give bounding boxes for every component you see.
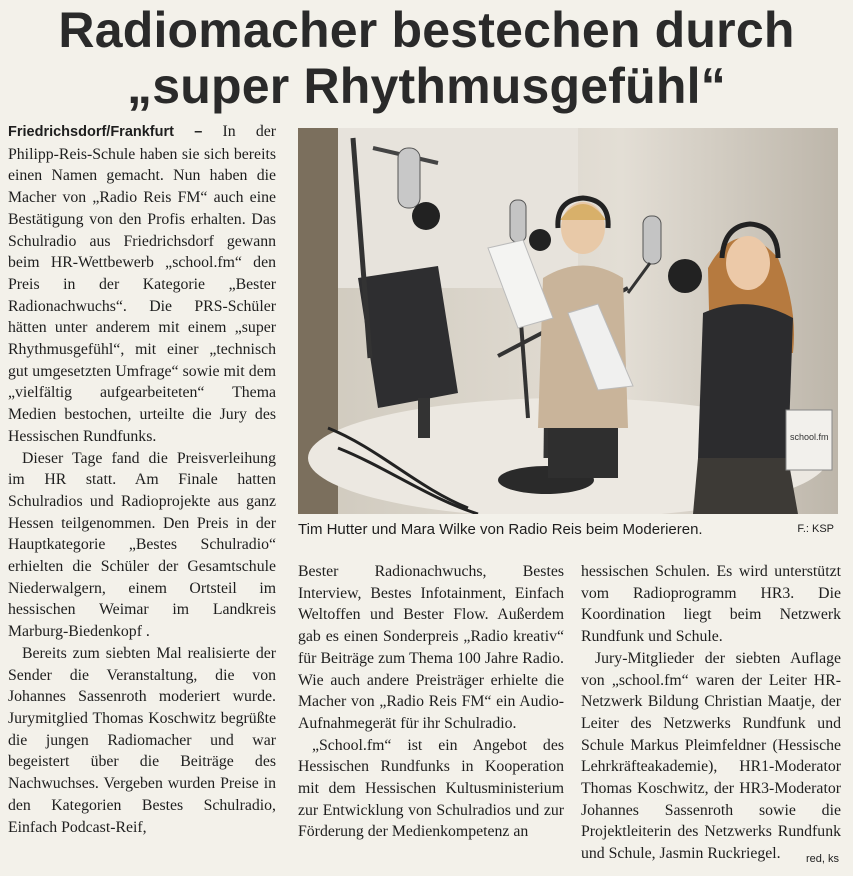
paragraph-intro: [8, 121, 276, 448]
article-photo: [298, 128, 838, 514]
paragraph: Bester Radionachwuchs, Bestes Interview, Bestes Infotainment, Einfach Weltoffen und Bester Flow. Außerdem gab es einen Sonderpreis „Radio kreativ“ für Beiträge zum Thema 100 Jahre Radio. Wie auch andere Preisträger erhielte die Macher von „Radio Reis FM“ ein Audio-Aufnahmegerät für ihr Schulradio.: [298, 563, 564, 732]
caption-text: Tim Hutter und Mara Wilke von Radio Reis beim Moderieren.: [298, 521, 703, 538]
dateline: Friedrichsdorf/Frankfurt –: [8, 124, 203, 140]
article-column-2: [298, 561, 564, 843]
headline-line-2: „super Rhythmusgefühl“: [127, 58, 726, 114]
photo-caption: [298, 521, 838, 538]
paragraph: Bereits zum siebten Mal realisierte der Sender die Veranstaltung, die von Johannes Sassenroth moderiert wurde. Jurymitglied Thomas Koschwitz begrüßte die jungen Radiomacher und war begeistert über die Beiträge des Nachwuchses. Vergeben wurden Preise in den Kategorien Bestes Schulradio, Einfach Podcast-Reif,: [8, 644, 276, 836]
author-signature: red, ks: [805, 853, 839, 865]
studio-photo-illustration: [298, 128, 838, 514]
paragraph: Dieser Tage fand die Preisverleihung im HR statt. Am Finale hatten Schulradios und Radioprojekte aus ganz Hessen teilgenommen. Den Preis in der Hauptkategorie „Bestes Schulradio“ erhielten die Schüler der Gesamtschule Niederwalgern, einem Ortsteil im hessischen Weimar im Landkreis Marburg-Biedenkopf .: [8, 449, 276, 641]
box-label: school.fm: [790, 432, 829, 442]
photo-credit: F.: KSP: [797, 523, 834, 535]
paragraph-intro-text: In der Philipp-Reis-Schule haben sie sich bereits einen Namen gemacht. Nun haben die Macher von „Radio Reis FM“ auch eine Bestätigung von den Profis erhalten. Das Schulradio aus Friedrichsdorf gewann beim HR-Wettbewerb „school.fm“ den Preis in der Kategorie „Bester Radionachwuchs“. Die PRS-Schüler hätten unter anderem mit einem „super Rhythmusgefühl“, mit einer „technisch gut umgesetzten Umfrage“ sowie mit dem „vielfältig aufgearbeiteten“ Thema Medien bestochen, urteilte die Jury des Hessischen Rundfunks.: [8, 123, 276, 445]
paragraph: „School.fm“ ist ein Angebot des Hessischen Rundfunks in Kooperation mit dem Hessischen Kultusministerium zur Entwicklung von Schulradios und zur Förderung der Medienkompetenz an: [298, 736, 564, 841]
paragraph: hessischen Schulen. Es wird unterstützt vom Radioprogramm HR3. Die Koordination liegt beim Netzwerk Rundfunk und Schule.: [581, 563, 841, 646]
headline: [0, 2, 853, 114]
article-column-1: [8, 121, 276, 838]
article-column-3: [581, 561, 841, 865]
headline-line-1: Radiomacher bestechen durch: [58, 2, 795, 58]
paragraph: Jury-Mitglieder der siebten Auflage von „school.fm“ waren der Leiter HR-Netzwerk Bildung Christian Maatje, der Leiter des Netzwerks Rundfunk und Schule Markus Pleimfeldner (Hessische Lehrkräfteakademie), HR1-Moderator Thomas Koschwitz, der HR3-Moderator Johannes Sassenroth sowie die Projektleiterin des Netzwerks Rundfunk und Schule, Jasmin Ruckriegel.: [581, 649, 841, 863]
